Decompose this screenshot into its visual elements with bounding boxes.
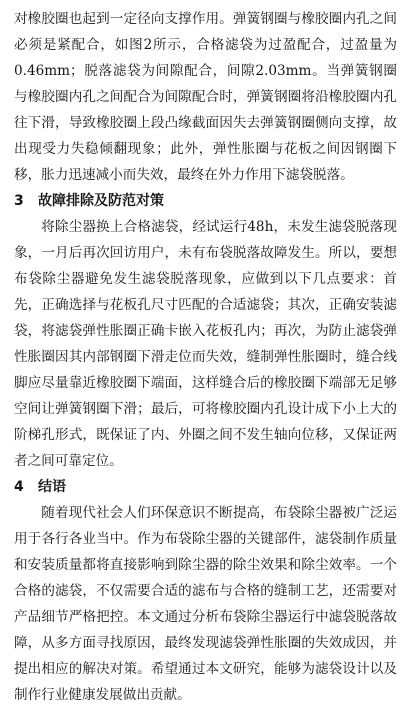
section-number: 4 [14,479,24,495]
section-title: 故障排除及防范对策 [38,193,164,209]
body-paragraph-continued: 对橡胶圈也起到一定径向支撑作用。弹簧钢圈与橡胶圈内孔之间必须是紧配合，如图2所示，合格滤袋为过盈配合，过盈量为0.46mm；脱落滤袋为间隙配合，间隙2.03mm。当弹簧钢圈与橡胶圈内孔之间配合为间隙配合时，弹簧钢圈将沿橡胶圈内孔往下滑，导致橡胶圈上段凸缘截面因失去弹簧钢圈侧向支撑，故出现受力失稳倾翻现象；此外，弹性胀圈与花板之间因钢圈下移，胀力迅速减小而失效，最终在外力作用下滤袋脱落。 [14,11,397,183]
section-title: 结语 [38,479,66,495]
section-heading-3 [14,188,397,214]
section-number: 3 [14,193,24,209]
body-paragraph-troubleshooting: 将除尘器换上合格滤袋，经试运行48h，未发生滤袋脱落现象，一月后再次回访用户，未有布袋脱落故障发生。所以，要想布袋除尘器避免发生滤袋脱落现象，应做到以下几点要求：首先，正确选择与花板孔尺寸匹配的合适滤袋；其次，正确安装滤袋，将滤袋弹性胀圈正确卡嵌入花板孔内；再次，为防止滤袋弹性胀圈因其内部钢圈下滑走位而失效，缝制弹性胀圈时，缝合线脚应尽量靠近橡胶圈下端面，这样缝合后的橡胶圈下端部无足够空间让弹簧钢圈下滑；最后，可将橡胶圈内孔设计成下小上大的阶梯孔形式，既保证了内、外圈之间不发生轴向位移，又保证两者之间可靠定位。 [14,219,397,469]
body-paragraph-conclusion: 随着现代社会人们环保意识不断提高，布袋除尘器被广泛运用于各行各业当中。作为布袋除尘器的关键部件，滤袋制作质量和安装质量都将直接影响到除尘器的除尘效果和除尘效率。一个合格的滤袋，不仅需要合适的滤布与合格的缝制工艺，还需要对产品细节严格把控。本文通过分析布袋除尘器运行中滤袋脱落故障，从多方面寻找原因，最终发现滤袋弹性胀圈的失效成因，并提出相应的解决对策。希望通过本文研究，能够为滤袋设计以及制作行业健康发展做出贡献。 [14,505,397,703]
section-heading-4 [14,474,397,500]
